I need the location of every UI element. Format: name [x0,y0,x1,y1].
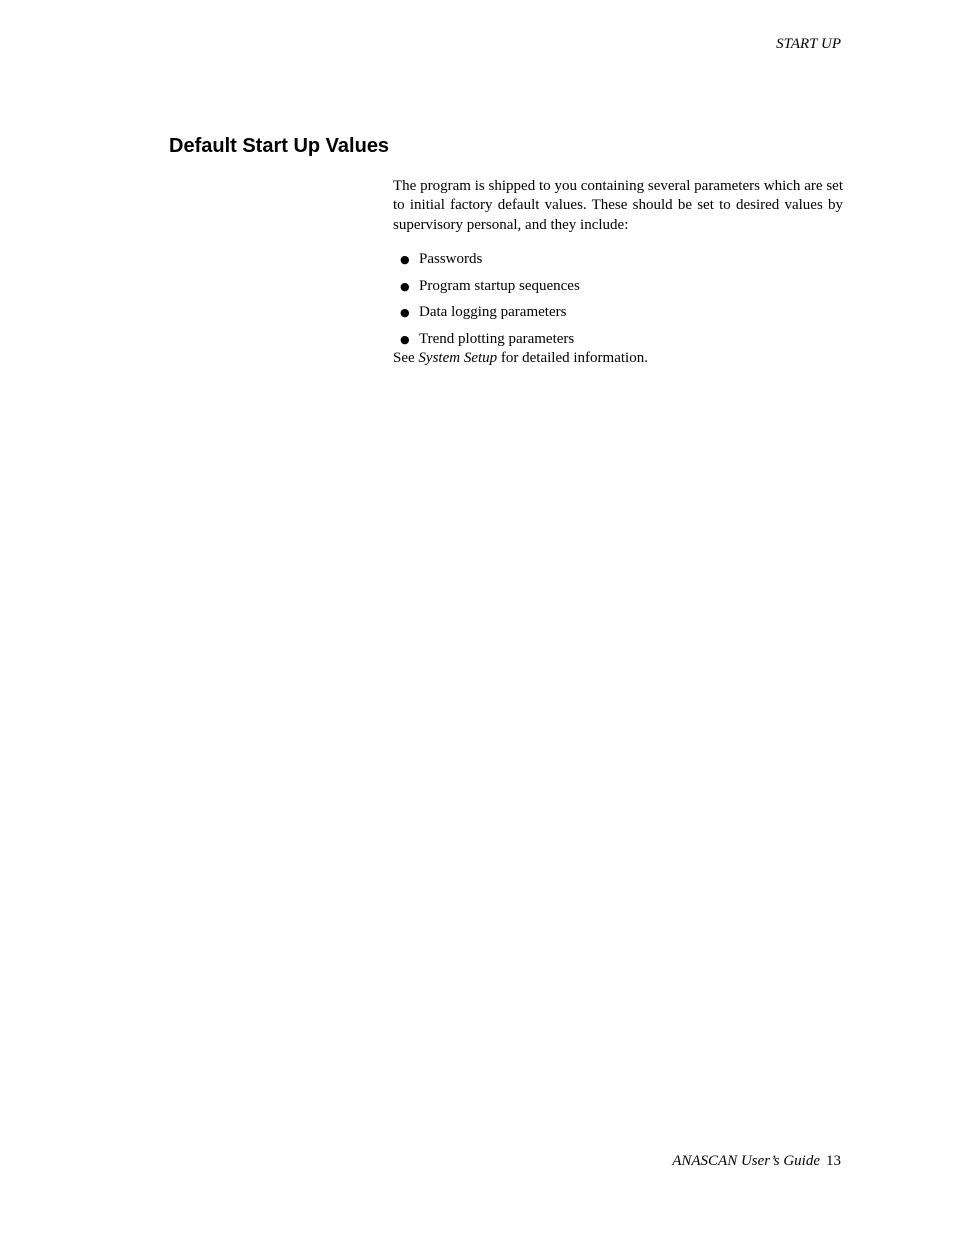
section-heading: Default Start Up Values [169,135,390,157]
list-item [393,303,843,330]
bullet-icon: ● [400,306,410,320]
list-item [393,277,843,304]
list-item-text: Trend plotting parameters [419,331,575,347]
see-suffix: for detailed information. [500,349,648,366]
running-footer [672,1151,841,1171]
list-item [393,250,843,277]
bullet-icon: ● [400,253,410,267]
guide-title: ANASCAN User’s Guide [672,1153,820,1169]
see-prefix: See [393,349,415,366]
list-item [393,330,843,357]
cross-reference-link: System Setup [418,349,498,366]
bullet-icon: ● [400,333,410,346]
list-item-text: Program startup sequences [419,277,580,294]
parameter-list [393,250,843,356]
page-number: 13 [826,1153,841,1169]
intro-paragraph: The program is shipped to you containing several parameters which are set to initial factory default values. These should be set to desired values by supervisory personal, and they include: [393,178,843,233]
bullet-icon: ● [400,279,410,293]
body-text-column [393,177,843,368]
list-item-text: Data logging parameters [419,304,567,321]
running-header-chapter: START UP [776,36,841,52]
list-item-text: Passwords [419,251,483,268]
